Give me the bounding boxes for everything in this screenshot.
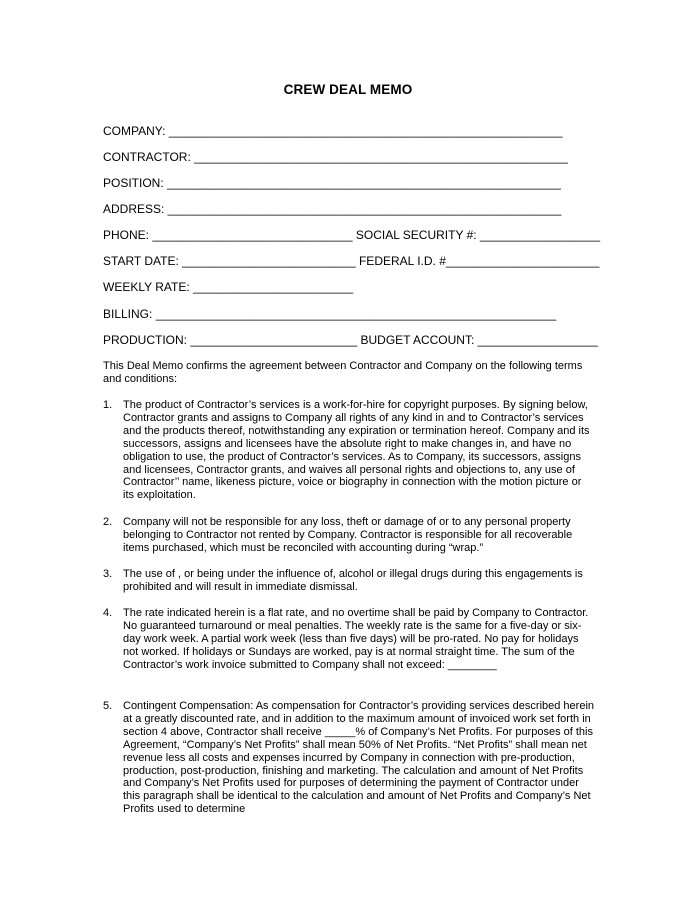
term-item-3 [103,568,595,594]
term-number: 3. [103,568,113,580]
term-item-2 [103,516,595,555]
term-text: Contingent Compensation: As compensation for Contractor’s providing services described herein at a greatly discounted rate, and in addition to the maximum amount of invoiced work set forth in section 4 above, Contractor shall receive _____% of Company’s Net Profits. For purposes of this Agreement, “Company’s Net Profits” shall mean 50% of Net Profits. “Net Profits” shall mean net revenue less all costs and expenses incurred by Company in connection with pre-production, production, post-production, finishing and marketing. The calculation and amount of Net Profits and Company’s Net Profits used for purposes of determining the payment of Contractor under this paragraph shall be identical to the calculation and amount of Net Profits and Company’s Net Profits used to determine [123,700,595,816]
term-number: 2. [103,516,113,528]
weekly-rate-field[interactable]: WEEKLY RATE: ________________________ [103,280,354,294]
term-text: The use of , or being under the influence of, alcohol or illegal drugs during this engagements is prohibited and will result in immediate dismissal. [123,568,583,593]
term-item-5 [103,700,595,816]
contractor-field[interactable]: CONTRACTOR: ________________________________________________________ [103,150,568,164]
phone-ssn-field[interactable]: PHONE: ______________________________ SOCIAL SECURITY #: __________________ [103,228,601,242]
position-field[interactable]: POSITION: ___________________________________________________________ [103,176,561,190]
start-date-federal-id-field[interactable]: START DATE: __________________________ FEDERAL I.D. #_______________________ [103,254,600,268]
intro-paragraph: This Deal Memo confirms the agreement between Contractor and Company on the following terms and conditions: [103,360,583,385]
document-title: CREW DEAL MEMO [283,82,413,97]
term-item-1 [103,399,595,502]
term-item-4 [103,607,595,672]
company-field[interactable]: COMPANY: ___________________________________________________________ [103,124,563,138]
term-number: 4. [103,607,113,619]
term-text: The rate indicated herein is a flat rate, and no overtime shall be paid by Company to Contractor. No guaranteed turnaround or meal penalties. The weekly rate is the same for a five-day or six-day work week. A partial work week (less than five days) will be pro-rated. No pay for holidays not worked. If holidays or Sundays are worked, pay is at normal straight time. The sum of the Contractor’s work invoice submitted to Company shall not exceed: ________ [123,607,589,671]
billing-field[interactable]: BILLING: ____________________________________________________________ [103,307,557,321]
address-field[interactable]: ADDRESS: ___________________________________________________________ [103,202,562,216]
term-number: 1. [103,399,113,411]
production-budget-field[interactable]: PRODUCTION: _________________________ BUDGET ACCOUNT: __________________ [103,333,598,347]
term-text: The product of Contractor’s services is a work-for-hire for copyright purposes. By signing below, Contractor grants and assigns to Company all rights of any kind in and to Contractor’s services and the products thereof, notwithstanding any expiration or termination hereof. Company and its successors, assigns and licensees have the absolute right to make changes in, and have no obligation to use, the product of Contractor’s services. As to Company, its successors, assigns and licensees, Contractor grants, and waives all personal rights and objections to, any use of Contractor’’ name, likeness picture, voice or biography in connection with the motion picture or its exploitation. [123,399,590,502]
term-number: 5. [103,700,113,712]
term-text: Company will not be responsible for any loss, theft or damage of or to any personal property belonging to Contractor not rented by Company. Contractor is responsible for all recoverable items purchased, which must be reconciled with accounting during “wrap.” [123,516,573,554]
